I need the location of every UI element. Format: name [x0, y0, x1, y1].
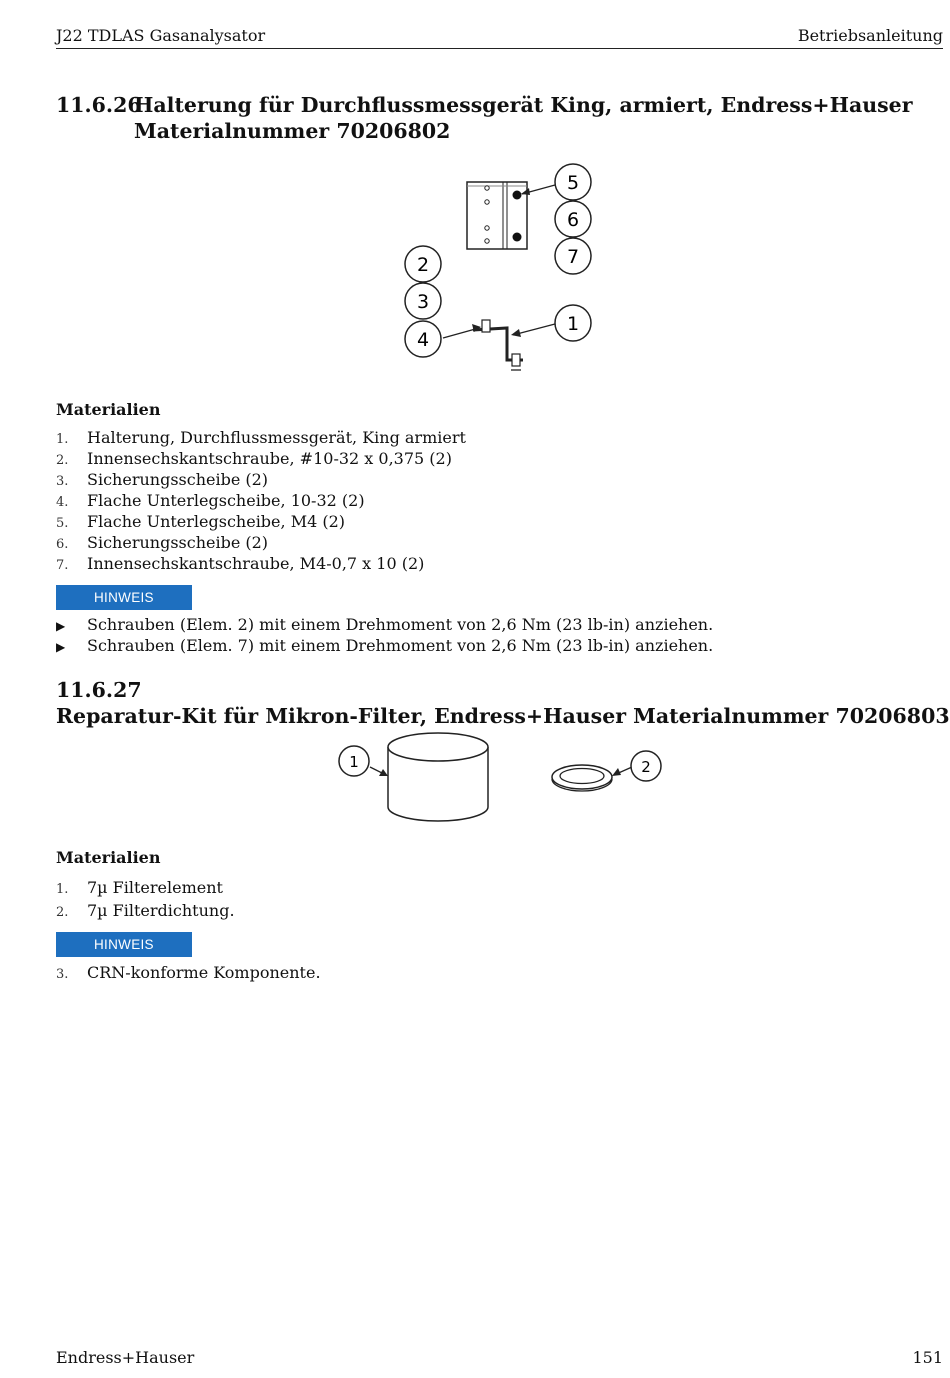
header-document-title: J22 TDLAS Gasanalysator: [56, 26, 266, 45]
instruction-list: [56, 614, 713, 656]
list-item: 7. Innensechskantschraube, M4-0,7 x 10 (2): [56, 554, 425, 573]
svg-text:1: 1: [349, 753, 359, 771]
list-item: 2. Innensechskantschraube, #10-32 x 0,375 (2): [56, 449, 452, 468]
section-number: 11.6.27: [56, 678, 142, 702]
list-item: 1. 7µ Filterelement: [56, 878, 223, 897]
materials-heading: Materialien: [56, 400, 161, 419]
list-item: ▶ Schrauben (Elem. 2) mit einem Drehmoment von 2,6 Nm (23 lb-in) anziehen.: [56, 614, 713, 635]
bracket-assembly-figure: [395, 158, 605, 378]
list-item: 2. 7µ Filterdichtung.: [56, 901, 235, 920]
section-title-line1: Halterung für Durchflussmessgerät King, armiert, Endress+Hauser: [134, 93, 913, 117]
materials-heading: Materialien: [56, 848, 161, 867]
triangle-bullet-icon: ▶: [56, 619, 66, 633]
list-item: 3. Sicherungsscheibe (2): [56, 470, 269, 489]
svg-text:1: 1: [566, 313, 580, 335]
filter-element-drawing: [388, 733, 488, 821]
list-item: 3. CRN-konforme Komponente.: [56, 963, 321, 982]
page-footer: [56, 1348, 943, 1367]
callout-7: [555, 238, 591, 274]
materials-list: [56, 876, 235, 922]
header-document-type: Betriebsanleitung: [797, 26, 943, 45]
list-item: ▶ Schrauben (Elem. 7) mit einem Drehmoment von 2,6 Nm (23 lb-in) anziehen.: [56, 635, 713, 656]
section-number: 11.6.26: [56, 93, 142, 117]
list-item: 4. Flache Unterlegscheibe, 10-32 (2): [56, 491, 365, 510]
page-header: [56, 26, 943, 49]
svg-text:2: 2: [641, 758, 651, 776]
note-list: [56, 962, 321, 983]
svg-text:7: 7: [566, 246, 580, 268]
callout-6: [555, 201, 591, 237]
list-item: 6. Sicherungsscheibe (2): [56, 533, 269, 552]
callout-1: [555, 305, 591, 341]
svg-text:3: 3: [416, 291, 430, 313]
callout-5: [555, 164, 591, 200]
materials-list: [56, 427, 466, 574]
svg-text:5: 5: [566, 172, 580, 194]
list-item: 5. Flache Unterlegscheibe, M4 (2): [56, 512, 345, 531]
hinweis-badge: HINWEIS: [56, 932, 192, 957]
callout-4: [405, 321, 441, 357]
screw-head: [513, 191, 522, 200]
footer-company: Endress+Hauser: [56, 1348, 195, 1367]
filter-kit-figure: [330, 715, 670, 833]
list-item: 1. Halterung, Durchflussmessgerät, King armiert: [56, 428, 466, 447]
page-number: 151: [912, 1348, 943, 1367]
screw-head: [513, 233, 522, 242]
filter-seal-drawing: [552, 765, 612, 791]
svg-text:4: 4: [416, 329, 430, 351]
svg-text:2: 2: [416, 254, 430, 276]
callout-1: [339, 746, 369, 776]
section-heading-11-6-26: [56, 92, 913, 144]
section-title-line2: Materialnummer 70206802: [134, 119, 451, 143]
section-title: Reparatur-Kit für Mikron-Filter, Endress+Hauser Materialnummer 70206803: [56, 704, 950, 728]
callout-2: [405, 246, 441, 282]
callout-2: [631, 751, 661, 781]
svg-text:6: 6: [566, 209, 580, 231]
callout-3: [405, 283, 441, 319]
triangle-bullet-icon: ▶: [56, 640, 66, 654]
hinweis-badge: HINWEIS: [56, 585, 192, 610]
